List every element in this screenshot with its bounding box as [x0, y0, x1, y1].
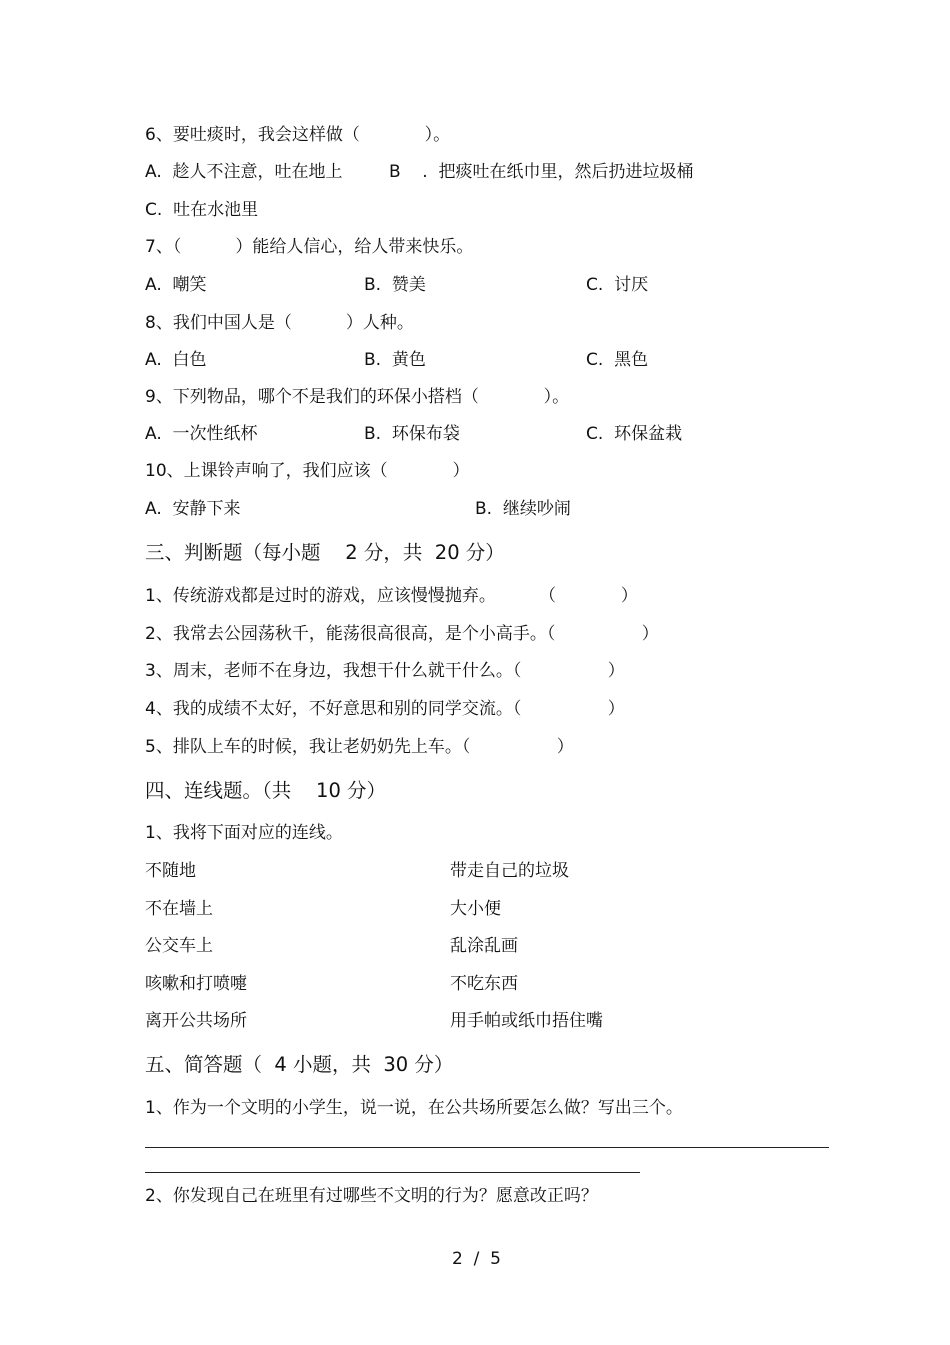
question-7-option-b: B. 赞美	[364, 275, 426, 295]
question-10-option-a: A. 安静下来	[145, 499, 241, 519]
matching-left-4: 咳嗽和打喷嚏	[145, 974, 247, 994]
judgement-item-3: 3、周末，老师不在身边，我想干什么就干什么。（ ）	[145, 661, 625, 681]
section-3-title: 三、判断题（每小题 2 分，共 20 分）	[145, 541, 505, 564]
question-7-option-c: C. 讨厌	[586, 275, 649, 295]
question-8-option-b: B. 黄色	[364, 350, 426, 370]
question-10-stem: 10、上课铃声响了，我们应该（ ）	[145, 461, 470, 481]
matching-right-5: 用手帕或纸巾捂住嘴	[450, 1011, 603, 1031]
judgement-item-4: 4、我的成绩不太好，不好意思和别的同学交流。（ ）	[145, 699, 625, 719]
question-6-stem: 6、要吐痰时，我会这样做（ ）。	[145, 125, 451, 145]
judgement-item-1: 1、传统游戏都是过时的游戏，应该慢慢抛弃。 （ ）	[145, 586, 638, 606]
section-5-title: 五、简答题（ 4 小题，共 30 分）	[145, 1053, 454, 1076]
question-9-option-b: B. 环保布袋	[364, 424, 460, 444]
judgement-item-2: 2、我常去公园荡秋千，能荡很高很高，是个小高手。（ ）	[145, 624, 659, 644]
matching-right-3: 乱涂乱画	[450, 936, 518, 956]
question-9-option-a: A. 一次性纸杯	[145, 424, 258, 444]
judgement-item-5: 5、排队上车的时候，我让老奶奶先上车。（ ）	[145, 737, 574, 757]
answer-line-1	[145, 1147, 829, 1148]
question-6-option-c: C. 吐在水池里	[145, 200, 259, 220]
matching-left-3: 公交车上	[145, 936, 213, 956]
matching-instruction: 1、我将下面对应的连线。	[145, 823, 343, 843]
question-9-stem: 9、下列物品，哪个不是我们的环保小搭档（ ）。	[145, 387, 570, 407]
section-4-title: 四、连线题。（共 10 分）	[145, 779, 387, 802]
matching-right-1: 带走自己的垃圾	[450, 861, 569, 881]
matching-left-5: 离开公共场所	[145, 1011, 247, 1031]
matching-right-4: 不吃东西	[450, 974, 518, 994]
question-8-option-c: C. 黑色	[586, 350, 649, 370]
page-number: 2 / 5	[452, 1249, 501, 1269]
matching-right-2: 大小便	[450, 899, 501, 919]
question-6-option-a: A. 趁人不注意，吐在地上	[145, 162, 343, 182]
answer-line-2	[145, 1172, 640, 1173]
matching-left-1: 不随地	[145, 861, 196, 881]
question-8-stem: 8、我们中国人是（ ）人种。	[145, 313, 414, 333]
question-6-option-b: B . 把痰吐在纸巾里，然后扔进垃圾桶	[389, 162, 694, 182]
short-answer-question-2: 2、你发现自己在班里有过哪些不文明的行为？愿意改正吗？	[145, 1186, 598, 1206]
question-8-option-a: A. 白色	[145, 350, 207, 370]
short-answer-question-1: 1、作为一个文明的小学生，说一说，在公共场所要怎么做？写出三个。	[145, 1098, 683, 1118]
question-7-option-a: A. 嘲笑	[145, 275, 207, 295]
matching-left-2: 不在墙上	[145, 899, 213, 919]
question-10-option-b: B. 继续吵闹	[475, 499, 571, 519]
question-7-stem: 7、（ ）能给人信心，给人带来快乐。	[145, 237, 474, 257]
question-9-option-c: C. 环保盆栽	[586, 424, 683, 444]
